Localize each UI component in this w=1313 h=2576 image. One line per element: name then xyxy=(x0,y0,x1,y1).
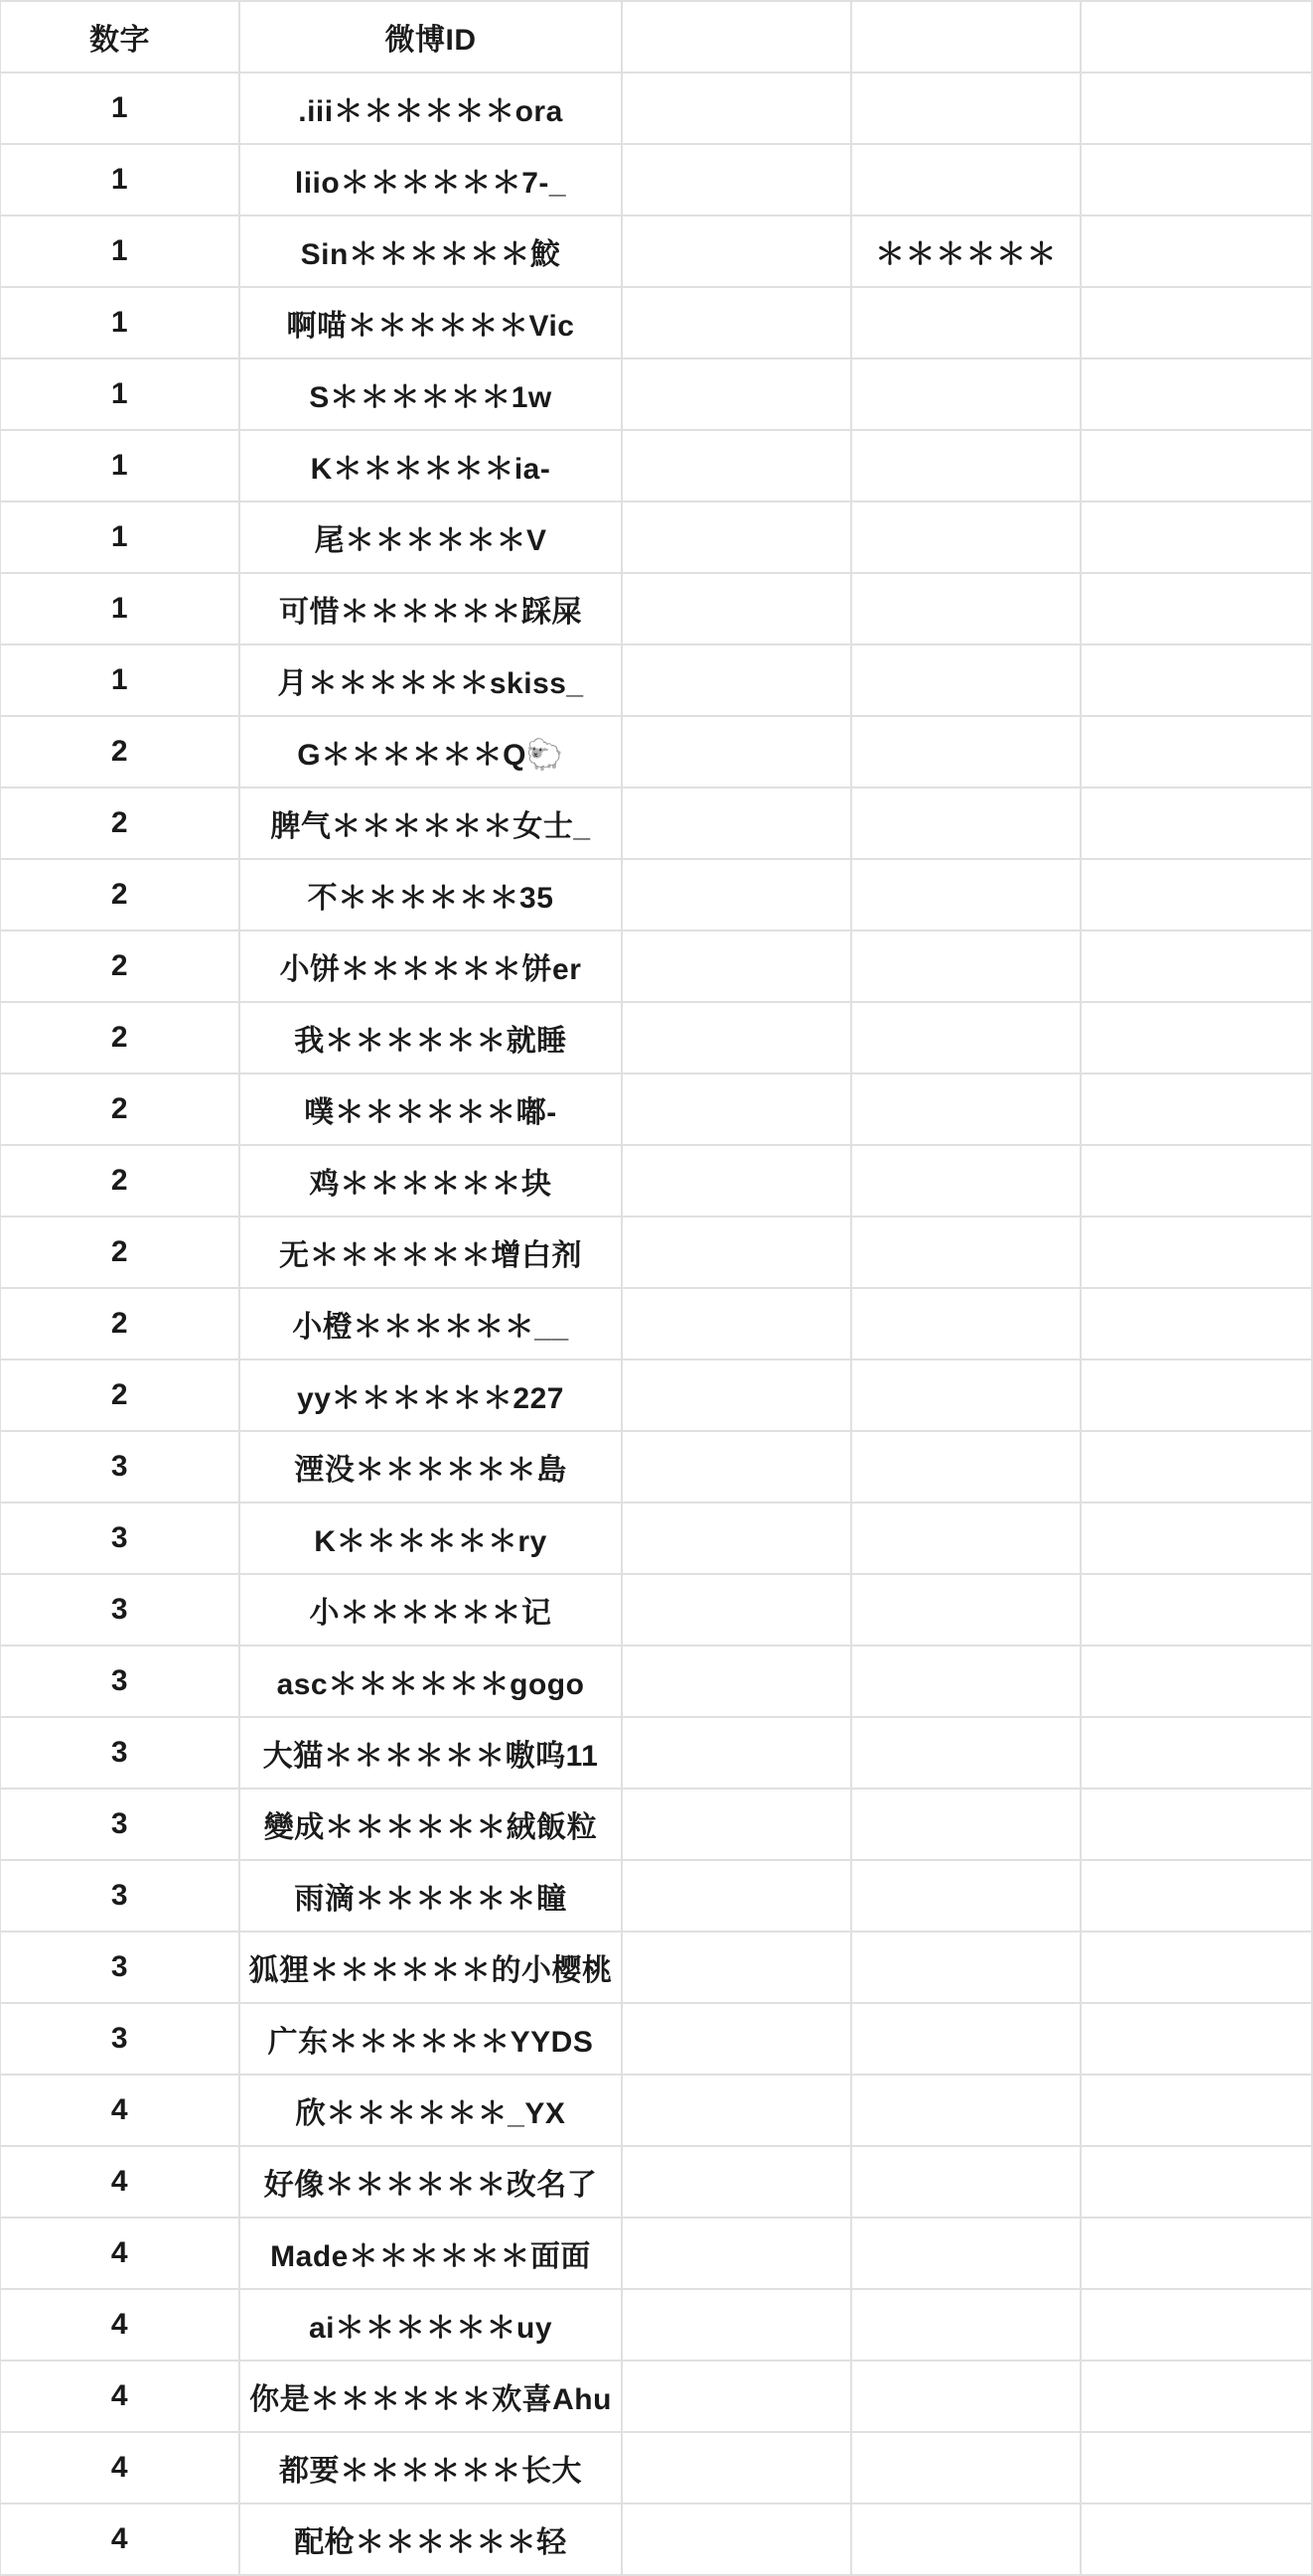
number-cell[interactable]: 2 xyxy=(0,787,239,859)
table-row xyxy=(0,1574,1312,1646)
empty-cell[interactable] xyxy=(622,573,851,644)
number-cell[interactable]: 1 xyxy=(0,287,239,358)
empty-cell[interactable] xyxy=(1081,1574,1312,1646)
empty-cell[interactable] xyxy=(1081,1002,1312,1073)
table-row xyxy=(0,1932,1312,2003)
weibo-id-cell[interactable]: 好像＊＊＊＊＊＊改名了 xyxy=(239,2146,622,2218)
empty-cell[interactable] xyxy=(622,787,851,859)
empty-cell[interactable] xyxy=(1081,859,1312,930)
empty-cell[interactable] xyxy=(1081,2218,1312,2289)
number-cell[interactable]: 4 xyxy=(0,2218,239,2289)
table-row xyxy=(0,1216,1312,1288)
extra-cell[interactable] xyxy=(851,1789,1081,1860)
empty-cell[interactable] xyxy=(1081,2432,1312,2504)
weibo-id-cell[interactable]: 小橙＊＊＊＊＊＊__ xyxy=(239,1288,622,1360)
extra-cell[interactable] xyxy=(851,1288,1081,1360)
table-row xyxy=(0,358,1312,430)
table-row xyxy=(0,144,1312,215)
empty-cell[interactable] xyxy=(1081,72,1312,144)
number-cell[interactable]: 2 xyxy=(0,1073,239,1145)
empty-cell[interactable] xyxy=(622,859,851,930)
table-row xyxy=(0,501,1312,573)
number-cell[interactable]: 3 xyxy=(0,1860,239,1932)
weibo-id-cell[interactable]: ai＊＊＊＊＊＊uy xyxy=(239,2289,622,2361)
empty-cell[interactable] xyxy=(622,215,851,287)
extra-cell[interactable]: ＊＊＊＊＊＊ xyxy=(851,215,1081,287)
extra-cell[interactable] xyxy=(851,2361,1081,2432)
empty-cell[interactable] xyxy=(622,1860,851,1932)
number-cell[interactable]: 3 xyxy=(0,1503,239,1574)
empty-cell[interactable] xyxy=(622,1288,851,1360)
number-cell[interactable]: 4 xyxy=(0,2075,239,2146)
weibo-id-cell[interactable]: 狐狸＊＊＊＊＊＊的小樱桃 xyxy=(239,1932,622,2003)
empty-cell[interactable] xyxy=(622,2218,851,2289)
weibo-id-cell[interactable]: Sin＊＊＊＊＊＊鮫 xyxy=(239,215,622,287)
weibo-id-cell[interactable]: 广东＊＊＊＊＊＊YYDS xyxy=(239,2003,622,2075)
weibo-id-cell[interactable]: 你是＊＊＊＊＊＊欢喜Ahu xyxy=(239,2361,622,2432)
number-cell[interactable]: 3 xyxy=(0,1789,239,1860)
extra-cell[interactable] xyxy=(851,1860,1081,1932)
weibo-id-cell[interactable]: liio＊＊＊＊＊＊7-_ xyxy=(239,144,622,215)
table-row xyxy=(0,2075,1312,2146)
extra-cell[interactable] xyxy=(851,2075,1081,2146)
extra-cell[interactable] xyxy=(851,144,1081,215)
empty-cell[interactable] xyxy=(622,144,851,215)
number-cell[interactable]: 1 xyxy=(0,215,239,287)
empty-cell[interactable] xyxy=(622,2504,851,2575)
empty-cell[interactable] xyxy=(1081,1717,1312,1789)
empty-cell[interactable] xyxy=(1081,2289,1312,2361)
weibo-id-cell[interactable]: 變成＊＊＊＊＊＊絨飯粒 xyxy=(239,1789,622,1860)
weibo-id-cell[interactable]: Made＊＊＊＊＊＊面面 xyxy=(239,2218,622,2289)
empty-cell[interactable] xyxy=(622,1932,851,2003)
empty-cell[interactable] xyxy=(622,1789,851,1860)
empty-cell[interactable] xyxy=(1081,1860,1312,1932)
table-row xyxy=(0,2146,1312,2218)
table-row xyxy=(0,1717,1312,1789)
extra-cell[interactable] xyxy=(851,1574,1081,1646)
weibo-id-cell[interactable]: G＊＊＊＊＊＊Q🐑 xyxy=(239,716,622,787)
empty-cell[interactable] xyxy=(1081,644,1312,716)
empty-cell[interactable] xyxy=(622,1431,851,1503)
table-row xyxy=(0,1288,1312,1360)
empty-cell[interactable] xyxy=(622,2361,851,2432)
header-cell-empty[interactable] xyxy=(851,1,1081,72)
empty-cell[interactable] xyxy=(1081,430,1312,501)
weibo-id-cell[interactable]: 大猫＊＊＊＊＊＊嗷呜11 xyxy=(239,1717,622,1789)
number-cell[interactable]: 1 xyxy=(0,358,239,430)
table-row xyxy=(0,930,1312,1002)
number-cell[interactable]: 3 xyxy=(0,1646,239,1717)
weibo-id-cell[interactable]: yy＊＊＊＊＊＊227 xyxy=(239,1360,622,1431)
extra-cell[interactable] xyxy=(851,573,1081,644)
empty-cell[interactable] xyxy=(1081,1288,1312,1360)
weibo-id-cell[interactable]: K＊＊＊＊＊＊ry xyxy=(239,1503,622,1574)
extra-cell[interactable] xyxy=(851,430,1081,501)
extra-cell[interactable] xyxy=(851,72,1081,144)
extra-cell[interactable] xyxy=(851,787,1081,859)
number-cell[interactable]: 2 xyxy=(0,1216,239,1288)
extra-cell[interactable] xyxy=(851,644,1081,716)
extra-cell[interactable] xyxy=(851,1002,1081,1073)
empty-cell[interactable] xyxy=(1081,787,1312,859)
table-row xyxy=(0,573,1312,644)
extra-cell[interactable] xyxy=(851,287,1081,358)
table-row xyxy=(0,215,1312,287)
header-cell-empty[interactable] xyxy=(1081,1,1312,72)
number-cell[interactable]: 2 xyxy=(0,716,239,787)
empty-cell[interactable] xyxy=(1081,287,1312,358)
empty-cell[interactable] xyxy=(1081,2003,1312,2075)
empty-cell[interactable] xyxy=(622,1574,851,1646)
table-row xyxy=(0,1860,1312,1932)
table-row xyxy=(0,716,1312,787)
empty-cell[interactable] xyxy=(1081,1145,1312,1216)
table-row xyxy=(0,287,1312,358)
table-row xyxy=(0,2218,1312,2289)
extra-cell[interactable] xyxy=(851,2218,1081,2289)
number-cell[interactable]: 1 xyxy=(0,501,239,573)
number-cell[interactable]: 4 xyxy=(0,2289,239,2361)
number-cell[interactable]: 4 xyxy=(0,2432,239,2504)
empty-cell[interactable] xyxy=(622,430,851,501)
number-cell[interactable]: 1 xyxy=(0,573,239,644)
table-row xyxy=(0,1145,1312,1216)
number-cell[interactable]: 3 xyxy=(0,1574,239,1646)
table-row xyxy=(0,72,1312,144)
extra-cell[interactable] xyxy=(851,716,1081,787)
extra-cell[interactable] xyxy=(851,1360,1081,1431)
table-row xyxy=(0,1360,1312,1431)
extra-cell[interactable] xyxy=(851,2432,1081,2504)
empty-cell[interactable] xyxy=(622,1503,851,1574)
weibo-id-cell[interactable]: 尾＊＊＊＊＊＊V xyxy=(239,501,622,573)
header-cell-empty[interactable] xyxy=(622,1,851,72)
table-row xyxy=(0,2003,1312,2075)
empty-cell[interactable] xyxy=(622,2075,851,2146)
header-cell-number[interactable]: 数字 xyxy=(0,1,239,72)
empty-cell[interactable] xyxy=(1081,2361,1312,2432)
empty-cell[interactable] xyxy=(1081,2146,1312,2218)
number-cell[interactable]: 4 xyxy=(0,2146,239,2218)
extra-cell[interactable] xyxy=(851,358,1081,430)
table-row xyxy=(0,787,1312,859)
empty-cell[interactable] xyxy=(622,930,851,1002)
extra-cell[interactable] xyxy=(851,2146,1081,2218)
empty-cell[interactable] xyxy=(622,72,851,144)
extra-cell[interactable] xyxy=(851,930,1081,1002)
table-row xyxy=(0,430,1312,501)
table-row xyxy=(0,1503,1312,1574)
number-cell[interactable]: 2 xyxy=(0,1288,239,1360)
header-cell-weibo-id[interactable]: 微博ID xyxy=(239,1,622,72)
empty-cell[interactable] xyxy=(622,2289,851,2361)
table-row xyxy=(0,1002,1312,1073)
empty-cell[interactable] xyxy=(1081,1431,1312,1503)
number-cell[interactable]: 1 xyxy=(0,144,239,215)
empty-cell[interactable] xyxy=(622,287,851,358)
weibo-id-cell[interactable]: 无＊＊＊＊＊＊增白剂 xyxy=(239,1216,622,1288)
table-row xyxy=(0,644,1312,716)
empty-cell[interactable] xyxy=(622,1145,851,1216)
weibo-id-cell[interactable]: 我＊＊＊＊＊＊就睡 xyxy=(239,1002,622,1073)
number-cell[interactable]: 3 xyxy=(0,1717,239,1789)
weibo-id-cell[interactable]: .iii＊＊＊＊＊＊ora xyxy=(239,72,622,144)
empty-cell[interactable] xyxy=(1081,144,1312,215)
table-row xyxy=(0,1073,1312,1145)
weibo-id-cell[interactable]: 啊喵＊＊＊＊＊＊Vic xyxy=(239,287,622,358)
extra-cell[interactable] xyxy=(851,1503,1081,1574)
extra-cell[interactable] xyxy=(851,2003,1081,2075)
extra-cell[interactable] xyxy=(851,1145,1081,1216)
empty-cell[interactable] xyxy=(622,1216,851,1288)
weibo-id-cell[interactable]: 可惜＊＊＊＊＊＊踩屎 xyxy=(239,573,622,644)
weibo-id-cell[interactable]: 小饼＊＊＊＊＊＊饼er xyxy=(239,930,622,1002)
empty-cell[interactable] xyxy=(1081,1789,1312,1860)
extra-cell[interactable] xyxy=(851,1073,1081,1145)
table-body xyxy=(0,72,1312,2575)
empty-cell[interactable] xyxy=(1081,1932,1312,2003)
empty-cell[interactable] xyxy=(1081,1360,1312,1431)
weibo-id-cell[interactable]: K＊＊＊＊＊＊ia- xyxy=(239,430,622,501)
number-cell[interactable]: 1 xyxy=(0,430,239,501)
empty-cell[interactable] xyxy=(622,1002,851,1073)
number-cell[interactable]: 2 xyxy=(0,1360,239,1431)
weibo-id-cell[interactable]: 噗＊＊＊＊＊＊嘟- xyxy=(239,1073,622,1145)
extra-cell[interactable] xyxy=(851,1216,1081,1288)
weibo-id-cell[interactable]: 都要＊＊＊＊＊＊长大 xyxy=(239,2432,622,2504)
table-row xyxy=(0,1646,1312,1717)
empty-cell[interactable] xyxy=(622,358,851,430)
empty-cell[interactable] xyxy=(622,2003,851,2075)
empty-cell[interactable] xyxy=(1081,2075,1312,2146)
extra-cell[interactable] xyxy=(851,859,1081,930)
number-cell[interactable]: 1 xyxy=(0,72,239,144)
header-row xyxy=(0,1,1312,72)
empty-cell[interactable] xyxy=(622,1646,851,1717)
weibo-id-cell[interactable]: 脾气＊＊＊＊＊＊女士_ xyxy=(239,787,622,859)
table-row xyxy=(0,1789,1312,1860)
extra-cell[interactable] xyxy=(851,2289,1081,2361)
empty-cell[interactable] xyxy=(622,1717,851,1789)
weibo-id-cell[interactable]: S＊＊＊＊＊＊1w xyxy=(239,358,622,430)
number-cell[interactable]: 3 xyxy=(0,1932,239,2003)
number-cell[interactable]: 2 xyxy=(0,1002,239,1073)
weibo-id-cell[interactable]: 欣＊＊＊＊＊＊_YX xyxy=(239,2075,622,2146)
table-row xyxy=(0,859,1312,930)
empty-cell[interactable] xyxy=(1081,2504,1312,2575)
empty-cell[interactable] xyxy=(622,501,851,573)
weibo-id-cell[interactable]: asc＊＊＊＊＊＊gogo xyxy=(239,1646,622,1717)
empty-cell[interactable] xyxy=(1081,930,1312,1002)
extra-cell[interactable] xyxy=(851,1932,1081,2003)
empty-cell[interactable] xyxy=(1081,573,1312,644)
table-row xyxy=(0,2289,1312,2361)
number-cell[interactable]: 2 xyxy=(0,1145,239,1216)
weibo-id-cell[interactable]: 雨滴＊＊＊＊＊＊瞳 xyxy=(239,1860,622,1932)
empty-cell[interactable] xyxy=(1081,1216,1312,1288)
number-cell[interactable]: 3 xyxy=(0,2003,239,2075)
number-cell[interactable]: 4 xyxy=(0,2361,239,2432)
empty-cell[interactable] xyxy=(622,2432,851,2504)
table-row xyxy=(0,2504,1312,2575)
empty-cell[interactable] xyxy=(622,2146,851,2218)
table-row xyxy=(0,2432,1312,2504)
extra-cell[interactable] xyxy=(851,1431,1081,1503)
table-row xyxy=(0,2361,1312,2432)
number-cell[interactable]: 4 xyxy=(0,2504,239,2575)
empty-cell[interactable] xyxy=(1081,358,1312,430)
extra-cell[interactable] xyxy=(851,1717,1081,1789)
weibo-id-cell[interactable]: 湮没＊＊＊＊＊＊島 xyxy=(239,1431,622,1503)
weibo-id-cell[interactable]: 不＊＊＊＊＊＊35 xyxy=(239,859,622,930)
empty-cell[interactable] xyxy=(1081,1646,1312,1717)
empty-cell[interactable] xyxy=(1081,1073,1312,1145)
empty-cell[interactable] xyxy=(1081,215,1312,287)
empty-cell[interactable] xyxy=(1081,1503,1312,1574)
weibo-id-cell[interactable]: 鸡＊＊＊＊＊＊块 xyxy=(239,1145,622,1216)
number-cell[interactable]: 2 xyxy=(0,930,239,1002)
empty-cell[interactable] xyxy=(622,1073,851,1145)
extra-cell[interactable] xyxy=(851,2504,1081,2575)
extra-cell[interactable] xyxy=(851,1646,1081,1717)
empty-cell[interactable] xyxy=(622,716,851,787)
weibo-id-cell[interactable]: 小＊＊＊＊＊＊记 xyxy=(239,1574,622,1646)
empty-cell[interactable] xyxy=(622,644,851,716)
number-cell[interactable]: 1 xyxy=(0,644,239,716)
weibo-id-cell[interactable]: 配枪＊＊＊＊＊＊轻 xyxy=(239,2504,622,2575)
empty-cell[interactable] xyxy=(622,1360,851,1431)
number-cell[interactable]: 2 xyxy=(0,859,239,930)
extra-cell[interactable] xyxy=(851,501,1081,573)
weibo-id-cell[interactable]: 月＊＊＊＊＊＊skiss_ xyxy=(239,644,622,716)
number-cell[interactable]: 3 xyxy=(0,1431,239,1503)
empty-cell[interactable] xyxy=(1081,716,1312,787)
empty-cell[interactable] xyxy=(1081,501,1312,573)
table-row xyxy=(0,1431,1312,1503)
